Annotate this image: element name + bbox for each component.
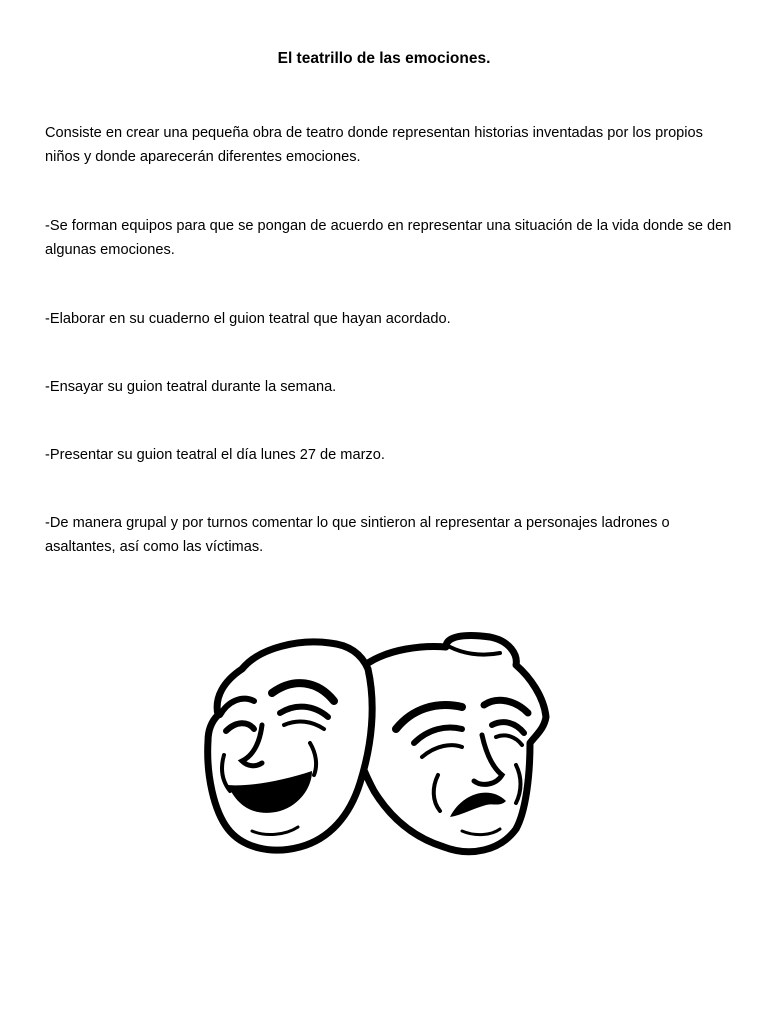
instruction-discuss: -De manera grupal y por turnos comentar lo que sintieron al representar a personajes ladrones o asaltantes, así como las víctimas. bbox=[45, 515, 670, 555]
page-title: El teatrillo de las emociones. bbox=[277, 50, 491, 67]
comedy-mask-icon bbox=[208, 642, 372, 850]
intro-paragraph: Consiste en crear una pequeña obra de teatro donde representan historias inventadas por los propios niños y donde aparecerán diferentes emociones. bbox=[45, 125, 703, 165]
instruction-form-teams: -Se forman equipos para que se pongan de acuerdo en representar una situación de la vida donde se den algunas emociones. bbox=[45, 218, 732, 258]
tragedy-mask-icon bbox=[350, 635, 546, 851]
instruction-write-script: -Elaborar en su cuaderno el guion teatral que hayan acordado. bbox=[45, 311, 451, 327]
theatre-masks-illustration bbox=[200, 625, 560, 865]
instruction-present: -Presentar su guion teatral el día lunes 27 de marzo. bbox=[45, 447, 385, 463]
instruction-rehearse: -Ensayar su guion teatral durante la semana. bbox=[45, 379, 337, 395]
